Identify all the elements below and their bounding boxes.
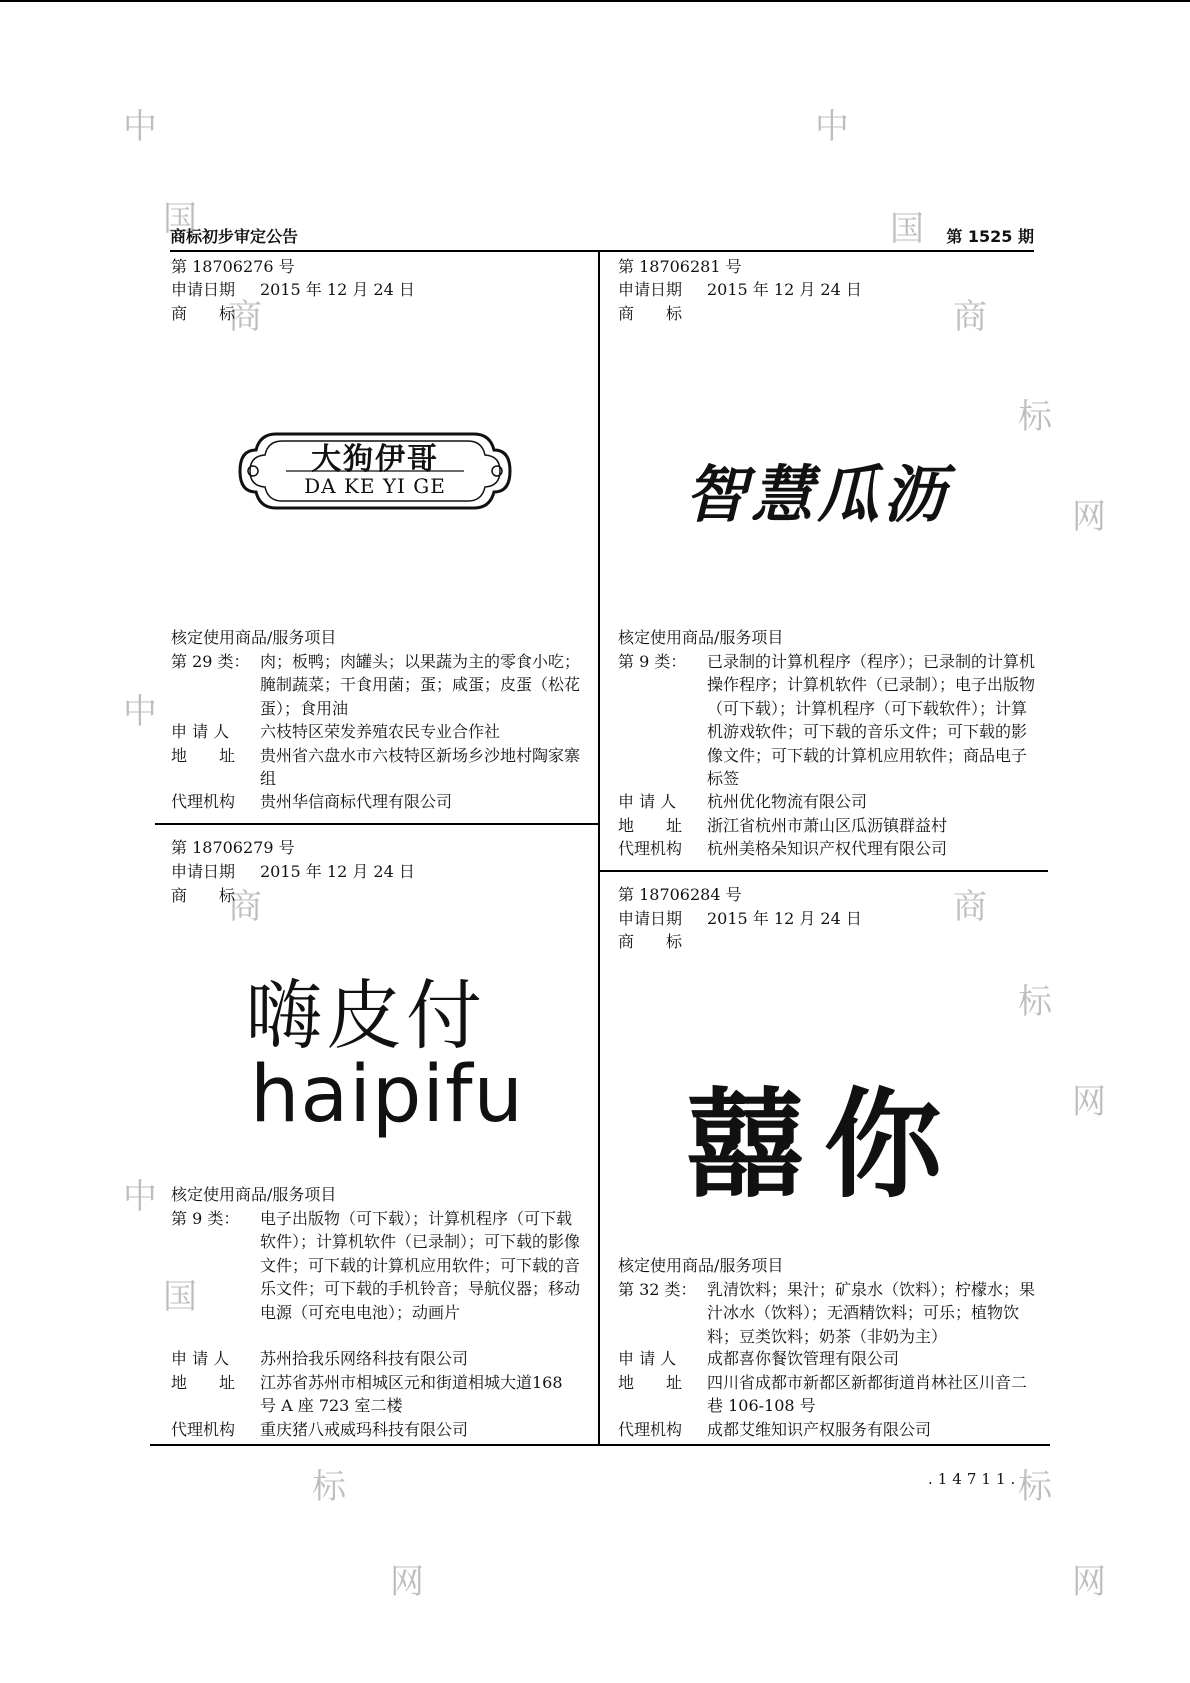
agent-name: 成都艾维知识产权服务有限公司 bbox=[707, 1420, 932, 1439]
watermark-guo: 国 bbox=[163, 1277, 197, 1317]
watermark-wang: 网 bbox=[1072, 497, 1106, 537]
trademark-logo-chinese: 嗨皮付 bbox=[246, 971, 486, 1060]
address-label: 地 址 bbox=[618, 1373, 683, 1392]
address-label: 地 址 bbox=[171, 1373, 236, 1392]
agent-name: 贵州华信商标代理有限公司 bbox=[260, 792, 453, 811]
agent-name: 重庆猪八戒威玛科技有限公司 bbox=[260, 1420, 469, 1439]
watermark-shang: 商 bbox=[228, 887, 262, 927]
watermark-wang: 网 bbox=[390, 1562, 424, 1602]
watermark-zhong: 中 bbox=[123, 107, 157, 147]
applicant-name: 苏州拾我乐网络科技有限公司 bbox=[260, 1349, 469, 1368]
application-date: 2015 年 12 月 24 日 bbox=[707, 909, 862, 928]
class-label: 第 9 类： bbox=[171, 1209, 240, 1228]
page-header bbox=[170, 224, 1034, 252]
applicant-label: 申 请 人 bbox=[618, 1349, 677, 1368]
class-label: 第 9 类： bbox=[618, 652, 687, 671]
application-date: 2015 年 12 月 24 日 bbox=[260, 862, 415, 881]
applicant-name: 六枝特区荣发养殖农民专业合作社 bbox=[260, 722, 501, 741]
goods-list: 已录制的计算机程序（程序）；已录制的计算机操作程序；计算机软件（已录制）；电子出版物（可下载）；计算机程序（可下载软件）；计算机游戏软件；可下载的音乐文件；可下载的影像文件；可下载的计算机应用软件；商品电子标签 bbox=[707, 652, 1036, 789]
bottom-rule bbox=[150, 1444, 1050, 1446]
agent-label: 代理机构 bbox=[618, 839, 683, 858]
logo-latin-text: DA KE YI GE bbox=[304, 474, 446, 498]
agent-label: 代理机构 bbox=[618, 1420, 683, 1439]
entry-number: 第 18706279 号 bbox=[171, 838, 295, 857]
applicant-address: 四川省成都市新都区新都街道肖林社区川音二巷 106-108 号 bbox=[707, 1373, 1028, 1416]
trademark-logo: 囍你 bbox=[686, 1075, 963, 1214]
watermark-zhong: 中 bbox=[123, 692, 157, 732]
watermark-zhong: 中 bbox=[123, 1177, 157, 1217]
watermark-biao: 标 bbox=[1018, 982, 1052, 1022]
date-label: 申请日期 bbox=[171, 862, 236, 881]
watermark-zhong: 中 bbox=[815, 107, 849, 147]
goods-list: 乳清饮料；果汁；矿泉水（饮料）；柠檬水；果汁冰水（饮料）；无酒精饮料；可乐；植物饮料；豆类饮料；奶茶（非奶为主） bbox=[707, 1280, 1036, 1346]
mark-label: 商 标 bbox=[618, 304, 683, 323]
watermark-guo: 国 bbox=[890, 209, 924, 249]
address-label: 地 址 bbox=[618, 816, 683, 835]
applicant-label: 申 请 人 bbox=[171, 722, 230, 741]
watermark-shang: 商 bbox=[953, 887, 987, 927]
agent-name: 杭州美格朵知识产权代理有限公司 bbox=[707, 839, 948, 858]
applicant-label: 申 请 人 bbox=[618, 792, 677, 811]
applicant-address: 浙江省杭州市萧山区瓜沥镇群益村 bbox=[707, 816, 948, 835]
application-date: 2015 年 12 月 24 日 bbox=[260, 280, 415, 299]
goods-heading: 核定使用商品/服务项目 bbox=[618, 628, 784, 647]
applicant-name: 杭州优化物流有限公司 bbox=[707, 792, 868, 811]
goods-heading: 核定使用商品/服务项目 bbox=[171, 1185, 337, 1204]
top-rule bbox=[0, 0, 1190, 2]
applicant-name: 成都喜你餐饮管理有限公司 bbox=[707, 1349, 900, 1368]
watermark-biao: 标 bbox=[1018, 1467, 1052, 1507]
mark-label: 商 标 bbox=[171, 304, 236, 323]
address-label: 地 址 bbox=[171, 746, 236, 765]
page-number: .14711. bbox=[928, 1470, 1021, 1488]
watermark-wang: 网 bbox=[1072, 1562, 1106, 1602]
date-label: 申请日期 bbox=[618, 280, 683, 299]
trademark-logo: 智慧瓜沥 bbox=[685, 458, 950, 531]
bulletin-title: 商标初步审定公告 bbox=[170, 227, 299, 246]
goods-heading: 核定使用商品/服务项目 bbox=[171, 628, 337, 647]
entry-number: 第 18706276 号 bbox=[171, 257, 295, 276]
watermark-wang: 网 bbox=[1072, 1082, 1106, 1122]
applicant-label: 申 请 人 bbox=[171, 1349, 230, 1368]
logo-chinese-text: 大狗伊哥 bbox=[311, 442, 439, 477]
right-entry-divider bbox=[598, 870, 1048, 872]
left-entry-divider bbox=[155, 823, 600, 825]
mark-label: 商 标 bbox=[618, 932, 683, 951]
agent-label: 代理机构 bbox=[171, 1420, 236, 1439]
applicant-address: 江苏省苏州市相城区元和街道相城大道168 号 A 座 723 室二楼 bbox=[260, 1373, 563, 1416]
class-label: 第 32 类： bbox=[618, 1280, 697, 1299]
application-date: 2015 年 12 月 24 日 bbox=[707, 280, 862, 299]
goods-list: 肉；板鸭；肉罐头；以果蔬为主的零食小吃；腌制蔬菜；干食用菌；蛋；咸蛋；皮蛋（松花蛋）；食用油 bbox=[260, 652, 581, 718]
watermark-guo: 国 bbox=[163, 199, 197, 239]
trademark-logo-latin: haipifu bbox=[250, 1050, 524, 1140]
mark-label: 商 标 bbox=[171, 886, 236, 905]
entry-number: 第 18706284 号 bbox=[618, 885, 742, 904]
issue-number: 第 1525 期 bbox=[946, 227, 1034, 246]
goods-heading: 核定使用商品/服务项目 bbox=[618, 1256, 784, 1275]
applicant-address: 贵州省六盘水市六枝特区新场乡沙地村陶家寨组 bbox=[260, 746, 581, 789]
watermark-biao: 标 bbox=[1018, 397, 1052, 437]
watermark-biao: 标 bbox=[312, 1467, 346, 1507]
class-label: 第 29 类： bbox=[171, 652, 250, 671]
watermark-shang: 商 bbox=[228, 297, 262, 337]
goods-list: 电子出版物（可下载）；计算机程序（可下载软件）；计算机软件（已录制）；可下载的影像文件；可下载的计算机应用软件；可下载的音乐文件；可下载的手机铃音；导航仪器；移动电源（可充电电池）；动画片 bbox=[260, 1209, 581, 1322]
trademark-logo bbox=[236, 428, 514, 518]
date-label: 申请日期 bbox=[171, 280, 236, 299]
column-divider bbox=[598, 252, 600, 1444]
agent-label: 代理机构 bbox=[171, 792, 236, 811]
date-label: 申请日期 bbox=[618, 909, 683, 928]
entry-number: 第 18706281 号 bbox=[618, 257, 742, 276]
watermark-shang: 商 bbox=[953, 297, 987, 337]
